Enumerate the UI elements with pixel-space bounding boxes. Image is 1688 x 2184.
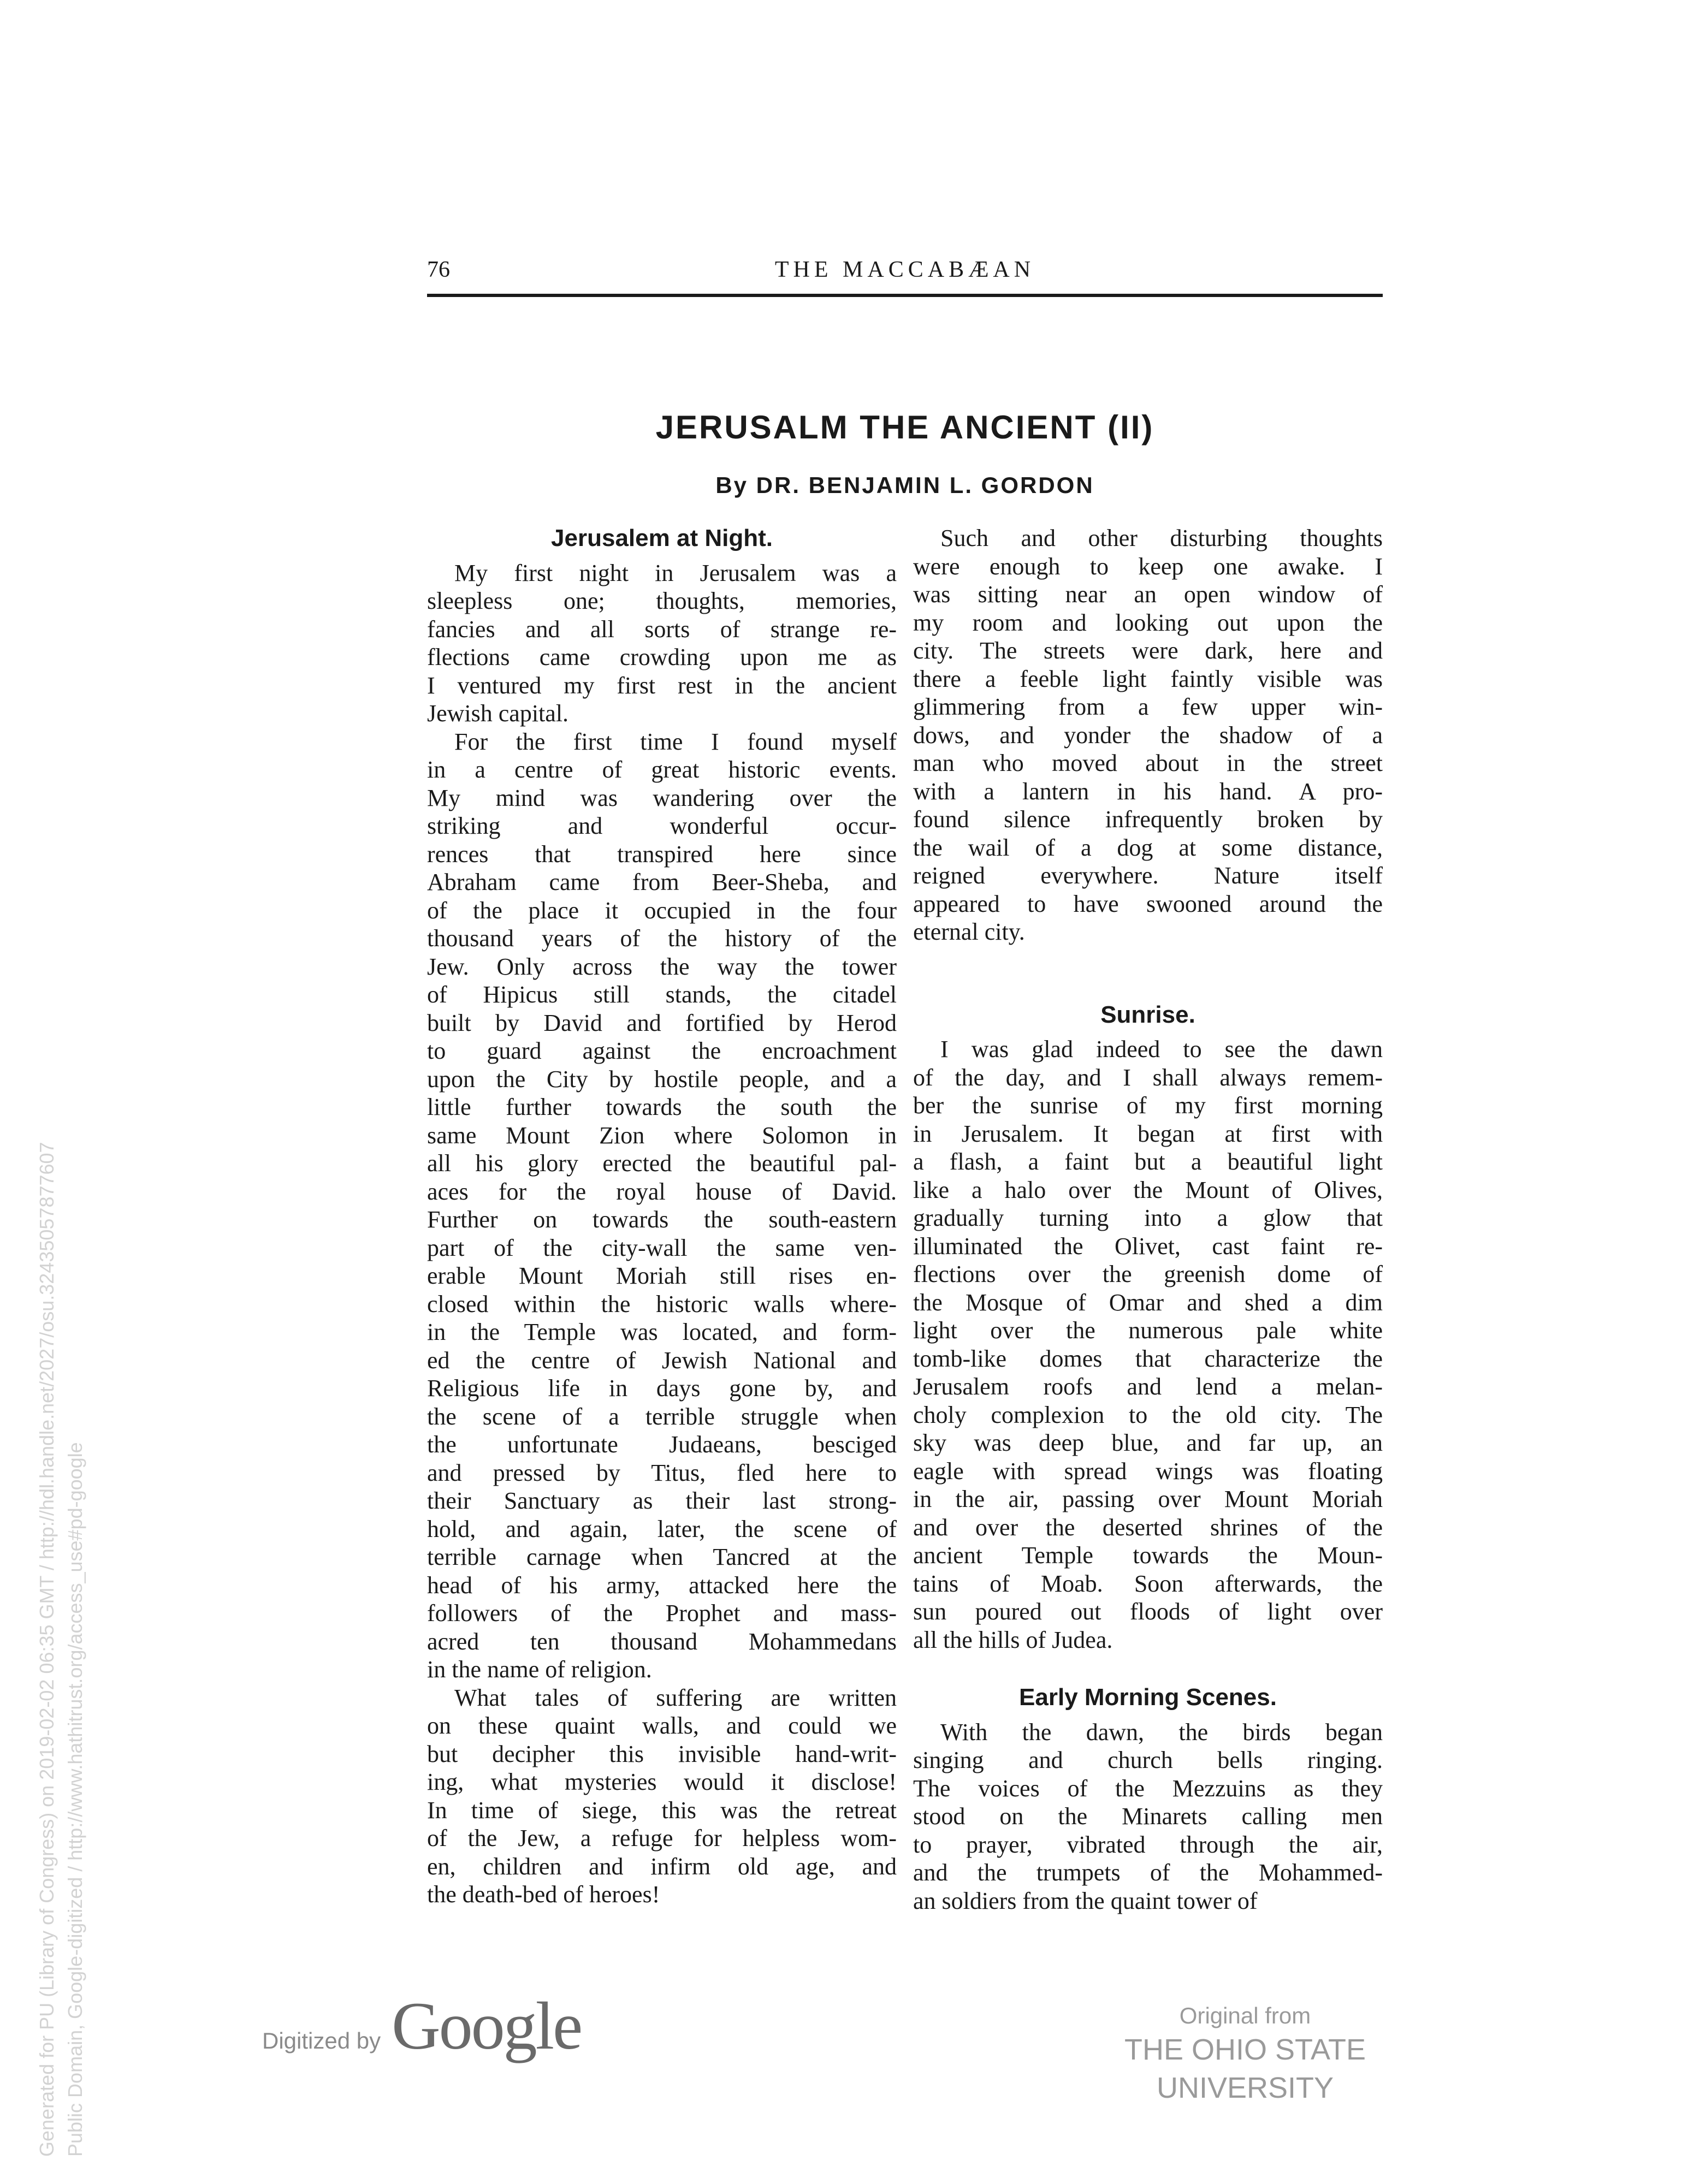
- paragraph: [913, 1035, 1383, 1654]
- text-line: glimmering from a few upper win-: [913, 693, 1383, 720]
- article-title: JERUSALM THE ANCIENT (II): [655, 409, 1154, 446]
- text-line: stood on the Minarets calling men: [913, 1803, 1383, 1830]
- section-heading-morning: Early Morning Scenes.: [1019, 1684, 1277, 1711]
- text-line: on these quaint walls, and could we: [427, 1712, 897, 1739]
- text-line: city. The streets were dark, here and: [913, 637, 1383, 664]
- text-line: there a feeble light faintly visible was: [913, 665, 1383, 692]
- text-line: the unfortunate Judaeans, besciged: [427, 1431, 897, 1458]
- text-line: tomb-like domes that characterize the: [913, 1345, 1383, 1372]
- page-number: 76: [427, 257, 450, 282]
- text-line: ancient Temple towards the Moun-: [913, 1542, 1383, 1569]
- text-line: ber the sunrise of my first morning: [913, 1092, 1383, 1119]
- text-line: like a halo over the Mount of Olives,: [913, 1176, 1383, 1203]
- text-line: followers of the Prophet and mass-: [427, 1600, 897, 1627]
- text-line: terrible carnage when Tancred at the: [427, 1544, 897, 1570]
- text-line: and pressed by Titus, fled here to: [427, 1459, 897, 1486]
- text-line: an soldiers from the quaint tower of: [913, 1887, 1258, 1914]
- text-line: little further towards the south the: [427, 1094, 897, 1120]
- google-logo: Google: [392, 1989, 582, 2063]
- text-line: Further on towards the south-eastern: [427, 1206, 897, 1233]
- header-rule: [427, 294, 1383, 297]
- text-line: With the dawn, the birds began: [940, 1718, 1383, 1746]
- paragraph: [913, 1718, 1383, 1915]
- text-line: my room and looking out upon the: [913, 609, 1383, 636]
- text-line: man who moved about in the street: [913, 750, 1383, 776]
- text-line: were enough to keep one awake. I: [913, 553, 1383, 580]
- text-line: eagle with spread wings was floating: [913, 1457, 1383, 1485]
- text-line: rences that transpired here since: [427, 840, 897, 868]
- text-line: What tales of suffering are written: [454, 1684, 897, 1711]
- original-label: Original from: [1179, 2003, 1311, 2028]
- text-line: acred ten thousand Mohammedans: [427, 1628, 897, 1655]
- text-line: ing, what mysteries would it disclose!: [427, 1768, 897, 1795]
- text-line: and over the deserted shrines of the: [913, 1514, 1383, 1541]
- text-line: reigned everywhere. Nature itself: [913, 862, 1383, 889]
- text-line: the scene of a terrible struggle when: [427, 1403, 897, 1430]
- text-line: gradually turning into a glow that: [913, 1204, 1383, 1231]
- text-line: striking and wonderful occur-: [427, 812, 897, 839]
- text-line: sky was deep blue, and far up, an: [913, 1429, 1383, 1456]
- byline: By DR. BENJAMIN L. GORDON: [715, 472, 1094, 498]
- text-line: Jew. Only across the way the tower: [427, 953, 897, 980]
- text-line: erable Mount Moriah still rises en-: [427, 1262, 897, 1289]
- text-line: Jewish capital.: [427, 700, 569, 727]
- watermark-line-2: Public Domain, Google-digitized / http://www.hathitrust.org/access_use#pd-google: [64, 1442, 86, 2157]
- text-line: Jerusalem roofs and lend a melan-: [913, 1373, 1383, 1400]
- text-line: of the place it occupied in the four: [427, 897, 897, 924]
- text-line: For the first time I found myself: [454, 728, 897, 755]
- text-line: I ventured my first rest in the ancient: [427, 672, 897, 699]
- text-line: of Hipicus still stands, the citadel: [427, 981, 897, 1008]
- text-line: illuminated the Olivet, cast faint re-: [913, 1232, 1383, 1260]
- text-line: flections came crowding upon me as: [427, 644, 897, 670]
- text-line: and the trumpets of the Mohammed-: [913, 1859, 1383, 1886]
- text-line: built by David and fortified by Herod: [427, 1009, 897, 1036]
- original-from: [1049, 2001, 1442, 2107]
- text-line: Religious life in days gone by, and: [427, 1375, 897, 1402]
- text-line: with a lantern in his hand. A pro-: [913, 778, 1383, 805]
- running-title: THE MACCABÆAN: [774, 257, 1035, 282]
- text-line: same Mount Zion where Solomon in: [427, 1121, 897, 1149]
- text-line: I was glad indeed to see the dawn: [940, 1036, 1383, 1063]
- hathitrust-watermark: [33, 682, 90, 2157]
- text-line: In time of siege, this was the retreat: [427, 1796, 897, 1824]
- text-line: The voices of the Mezzuins as they: [913, 1775, 1383, 1802]
- text-line: in the Temple was located, and form-: [427, 1319, 897, 1345]
- paragraph: [427, 728, 897, 1684]
- text-line: to prayer, vibrated through the air,: [913, 1831, 1383, 1858]
- text-line: aces for the royal house of David.: [427, 1178, 897, 1205]
- text-line: the death-bed of heroes!: [427, 1881, 660, 1908]
- text-line: in the air, passing over Mount Moriah: [913, 1486, 1383, 1512]
- text-line: in the name of religion.: [427, 1656, 652, 1683]
- section-gap: [913, 1654, 1383, 1683]
- university-name: THE OHIO STATE UNIVERSITY: [1124, 2033, 1366, 2104]
- text-line: but decipher this invisible hand-writ-: [427, 1740, 897, 1767]
- running-header: [427, 257, 1383, 295]
- text-line: closed within the historic walls where-: [427, 1290, 897, 1317]
- text-line: all the hills of Judea.: [913, 1626, 1113, 1653]
- text-line: the wail of a dog at some distance,: [913, 834, 1383, 861]
- text-line: tains of Moab. Soon afterwards, the: [913, 1570, 1383, 1597]
- text-line: thousand years of the history of the: [427, 925, 897, 952]
- text-line: My mind was wandering over the: [427, 784, 897, 811]
- text-line: their Sanctuary as their last strong-: [427, 1487, 897, 1514]
- text-line: head of his army, attacked here the: [427, 1571, 897, 1599]
- text-line: choly complexion to the old city. The: [913, 1401, 1383, 1428]
- text-line: in Jerusalem. It began at first with: [913, 1120, 1383, 1147]
- text-line: the Mosque of Omar and shed a dim: [913, 1289, 1383, 1316]
- text-line: My first night in Jerusalem was a: [454, 559, 897, 586]
- text-line: sun poured out floods of light over: [913, 1598, 1383, 1625]
- text-line: flections over the greenish dome of: [913, 1261, 1383, 1287]
- text-line: light over the numerous pale white: [913, 1317, 1383, 1344]
- left-column: [427, 524, 897, 1909]
- text-line: was sitting near an open window of: [913, 581, 1383, 608]
- paragraph: [427, 559, 897, 728]
- paragraph: [427, 1684, 897, 1909]
- digitized-by-google: [262, 1987, 581, 2065]
- paragraph: [913, 524, 1383, 946]
- text-line: in a centre of great historic events.: [427, 756, 897, 783]
- text-line: sleepless one; thoughts, memories,: [427, 587, 897, 614]
- text-line: Abraham came from Beer-Sheba, and: [427, 869, 897, 895]
- text-line: Such and other disturbing thoughts: [940, 525, 1383, 551]
- section-heading-sunrise: Sunrise.: [1100, 1001, 1195, 1028]
- text-line: en, children and infirm old age, and: [427, 1853, 897, 1880]
- text-line: ed the centre of Jewish National and: [427, 1346, 897, 1374]
- text-line: found silence infrequently broken by: [913, 806, 1383, 833]
- text-line: of the day, and I shall always remem-: [913, 1064, 1383, 1091]
- text-line: to guard against the encroachment: [427, 1037, 897, 1064]
- section-heading-night: Jerusalem at Night.: [551, 525, 773, 551]
- right-column: [913, 524, 1383, 1915]
- text-line: of the Jew, a refuge for helpless wom-: [427, 1825, 897, 1851]
- text-line: eternal city.: [913, 918, 1025, 945]
- text-line: hold, and again, later, the scene of: [427, 1515, 897, 1542]
- text-line: upon the City by hostile people, and a: [427, 1065, 897, 1093]
- digitized-label: Digitized by: [262, 2028, 381, 2054]
- section-gap: [913, 946, 1383, 1001]
- text-line: a flash, a faint but a beautiful light: [913, 1148, 1383, 1175]
- watermark-line-1: Generated for PU (Library of Congress) on 2019-02-02 06:35 GMT / http://hdl.handle.net/2027/osu.32435057877607: [35, 1142, 58, 2157]
- text-line: part of the city-wall the same ven-: [427, 1234, 897, 1261]
- text-line: appeared to have swooned around the: [913, 890, 1383, 917]
- text-line: fancies and all sorts of strange re-: [427, 615, 897, 643]
- text-line: dows, and yonder the shadow of a: [913, 721, 1383, 749]
- text-line: all his glory erected the beautiful pal-: [427, 1150, 897, 1177]
- text-line: singing and church bells ringing.: [913, 1747, 1383, 1773]
